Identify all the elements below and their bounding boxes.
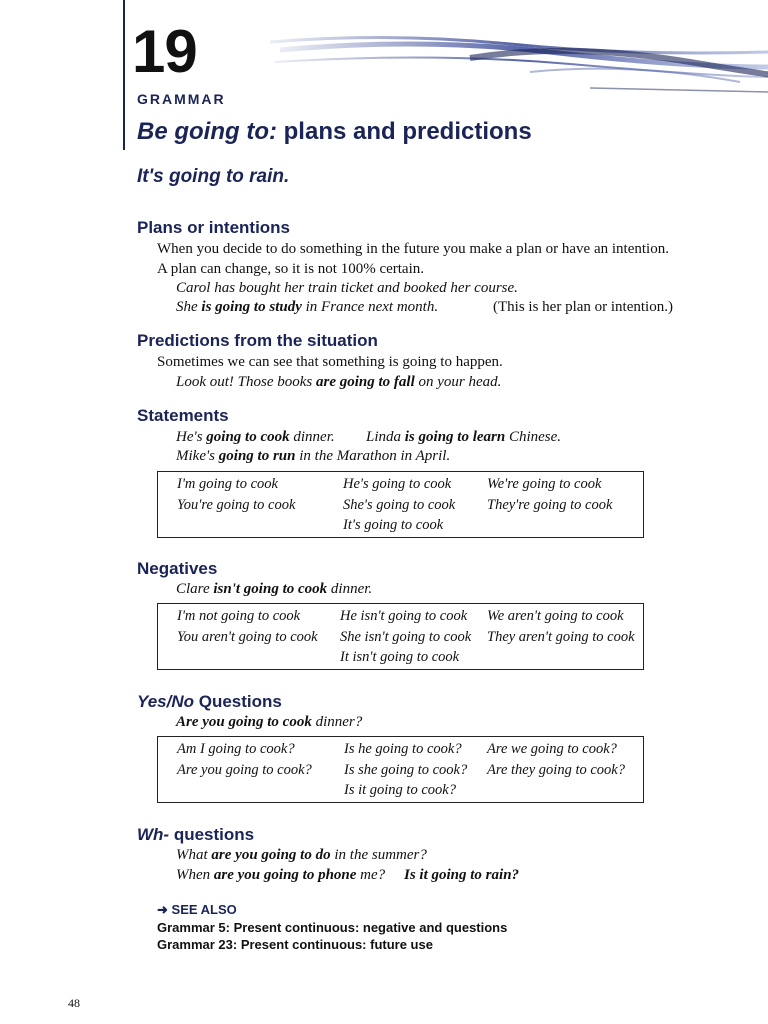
page-subtitle: It's going to rain. (137, 166, 290, 187)
plans-example-2: She is going to study in France next month. (176, 299, 439, 315)
predictions-line-1: Sometimes we can see that something is going to happen. (157, 354, 503, 370)
unit-number: 19 (132, 18, 197, 85)
table-cell: He's going to cook (343, 476, 452, 492)
heading-yes-no-questions: Yes/No Questions (137, 692, 282, 711)
table-cell: We're going to cook (487, 476, 602, 492)
statements-example-2: Linda is going to learn Chinese. (366, 429, 562, 445)
unit-label: GRAMMAR (137, 91, 226, 107)
statements-table (157, 471, 644, 538)
wh-example-1: What are you going to do in the summer? (176, 847, 427, 863)
heading-predictions: Predictions from the situation (137, 331, 378, 350)
see-also-link-1[interactable]: Grammar 5: Present continuous: negative and questions (157, 920, 508, 935)
heading-negatives: Negatives (137, 559, 218, 578)
statements-example-1: He's going to cook dinner. (176, 429, 335, 445)
table-cell: Am I going to cook? (177, 741, 295, 757)
page-title: Be going to: plans and predictions (137, 118, 532, 145)
table-cell: It's going to cook (343, 517, 444, 533)
heading-wh-questions: Wh- questions (137, 825, 255, 844)
wh-example-3: Is it going to rain? (404, 867, 520, 883)
yes-no-example: Are you going to cook dinner? (176, 714, 363, 730)
table-cell: Is it going to cook? (344, 782, 456, 798)
see-also-label: ➜ SEE ALSO (157, 902, 237, 917)
predictions-example: Look out! Those books are going to fall on your head. (176, 374, 502, 390)
table-cell: He isn't going to cook (340, 608, 468, 624)
table-cell: Is she going to cook? (344, 762, 468, 778)
negatives-table (157, 603, 644, 670)
table-cell: Are they going to cook? (487, 762, 625, 778)
heading-plans: Plans or intentions (137, 218, 291, 237)
heading-statements: Statements (137, 406, 229, 425)
plans-line-1: When you decide to do something in the future you make a plan or have an intention. (157, 241, 669, 257)
table-cell: Are you going to cook? (177, 762, 312, 778)
table-cell: Are we going to cook? (487, 741, 617, 757)
table-cell: We aren't going to cook (487, 608, 624, 624)
table-cell: Is he going to cook? (344, 741, 462, 757)
unit-rule (123, 0, 125, 150)
table-cell: I'm not going to cook (177, 608, 301, 624)
plans-example-1: Carol has bought her train ticket and booked her course. (176, 280, 518, 296)
table-cell: You're going to cook (177, 497, 296, 513)
plans-line-2: A plan can change, so it is not 100% certain. (157, 261, 425, 277)
negatives-example: Clare isn't going to cook dinner. (176, 581, 373, 597)
plans-note: (This is her plan or intention.) (493, 299, 673, 315)
table-cell: You aren't going to cook (177, 629, 318, 645)
wh-example-2: When are you going to phone me? (176, 867, 386, 883)
table-cell: She's going to cook (343, 497, 456, 513)
table-cell: They aren't going to cook (487, 629, 635, 645)
see-also-link-2[interactable]: Grammar 23: Present continuous: future use (157, 937, 433, 952)
decorative-wave-graphic (270, 22, 768, 102)
page-number: 48 (68, 996, 80, 1010)
table-cell: She isn't going to cook (340, 629, 472, 645)
table-cell: They're going to cook (487, 497, 613, 513)
table-cell: It isn't going to cook (340, 649, 460, 665)
arrow-right-icon: ➜ (157, 902, 168, 917)
statements-example-3: Mike's going to run in the Marathon in April. (176, 448, 451, 464)
table-cell: I'm going to cook (177, 476, 278, 492)
yes-no-table (157, 736, 644, 803)
